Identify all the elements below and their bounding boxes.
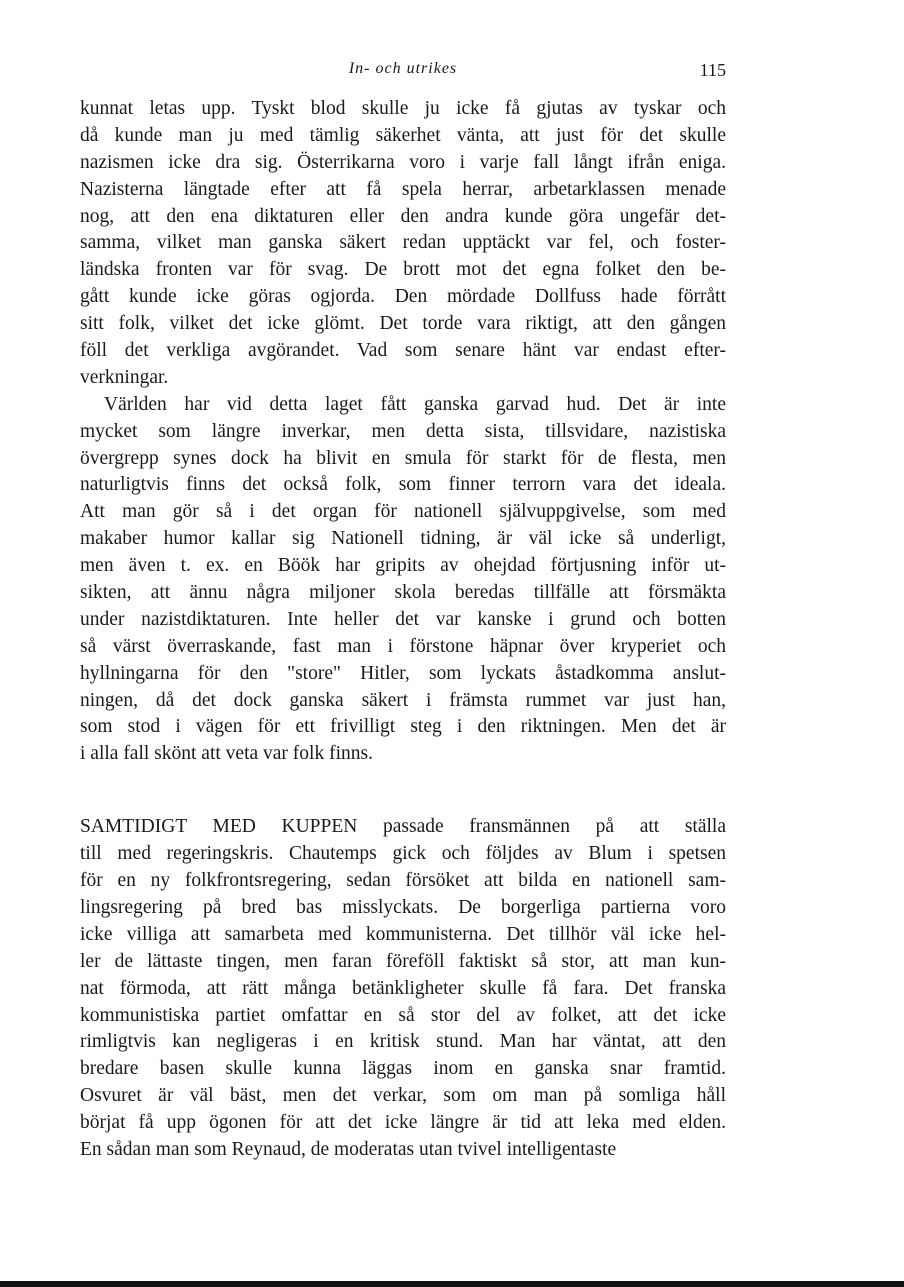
text-line: verkningar. bbox=[80, 366, 169, 388]
text-line: som stod i vägen för ett frivilligt steg i den riktningen. Men det är bbox=[80, 716, 726, 738]
text-line: under nazistdiktaturen. Inte heller det var kanske i grund och botten bbox=[80, 608, 726, 630]
section-gap bbox=[80, 768, 726, 814]
text-line: då kunde man ju med tämlig säkerhet vänta, att just för det skulle bbox=[80, 124, 726, 146]
text-line: sitt folk, vilket det icke glömt. Det torde vara riktigt, att den gången bbox=[80, 313, 726, 335]
paragraph bbox=[80, 392, 726, 768]
text-line: kunnat letas upp. Tyskt blod skulle ju icke få gjutas av tyskar och bbox=[80, 98, 726, 119]
paragraph bbox=[80, 814, 726, 1164]
text-line: Nazisterna längtade efter att få spela herrar, arbetarklassen menade bbox=[80, 178, 726, 200]
text-line: övergrepp synes dock ha blivit en smula för starkt för de flesta, men bbox=[80, 447, 726, 469]
text-line: rimligtvis kan negligeras i en kritisk stund. Man har väntat, att den bbox=[80, 1031, 726, 1053]
text-line: naturligtvis finns det också folk, som finner terrorn vara det ideala. bbox=[80, 474, 726, 496]
text-line: nog, att den ena diktaturen eller den andra kunde göra ungefär det- bbox=[80, 205, 726, 227]
text-line: så värst överraskande, fast man i förstone häpnar över kryperiet och bbox=[80, 635, 726, 657]
text-line: kommunistiska partiet omfattar en så stor del av folket, att det icke bbox=[80, 1004, 726, 1026]
text-line: hyllningarna för den "store" Hitler, som lyckats åstadkomma anslut- bbox=[80, 662, 726, 684]
text-line: ningen, då det dock ganska säkert i främsta rummet var just han, bbox=[80, 689, 726, 711]
text-line: föll det verkliga avgörandet. Vad som senare hänt var endast efter- bbox=[80, 340, 726, 362]
text-line: bredare basen skulle kunna läggas inom en ganska snar framtid. bbox=[80, 1058, 726, 1080]
text-line: sikten, att ännu några miljoner skola beredas tillfälle att försmäkta bbox=[80, 582, 726, 604]
page-number: 115 bbox=[699, 60, 726, 80]
text-line: till med regeringskris. Chautemps gick och följdes av Blum i spetsen bbox=[80, 843, 726, 865]
running-title: In- och utrikes bbox=[348, 60, 458, 77]
text-line: icke villiga att samarbeta med kommunisterna. Det tillhör väl icke hel- bbox=[80, 923, 726, 945]
body-text bbox=[80, 96, 726, 1164]
text-line: makaber humor kallar sig Nationell tidning, är väl icke så underligt, bbox=[80, 528, 726, 550]
text-line: nazismen icke dra sig. Österrikarna voro i varje fall långt ifrån eniga. bbox=[80, 151, 726, 173]
text-line: Osvuret är väl bäst, men det verkar, som om man på somliga håll bbox=[80, 1085, 726, 1107]
text-line: ler de lättaste tingen, men faran föreföll faktiskt så stor, att man kun- bbox=[80, 950, 726, 972]
text-line: men även t. ex. en Böök har gripits av ohejdad förtjusning inför ut- bbox=[80, 555, 726, 577]
text-line: nat förmoda, att rätt många betänkligheter skulle få fara. Det franska bbox=[80, 977, 726, 999]
text-line: En sådan man som Reynaud, de moderatas utan tvivel intelligentaste bbox=[80, 1138, 617, 1160]
text-line: Att man gör så i det organ för nationell självuppgivelse, som med bbox=[80, 501, 726, 523]
text-line: ländska fronten var för svag. De brott mot det egna folket den be- bbox=[80, 259, 726, 281]
text-line: lingsregering på bred bas misslyckats. De borgerliga partierna voro bbox=[80, 896, 726, 918]
page-bottom-edge bbox=[0, 1281, 904, 1287]
text-line: för en ny folkfrontsregering, sedan försöket att bilda en nationell sam- bbox=[80, 870, 726, 892]
text-line: Världen har vid detta laget fått ganska garvad hud. Det är inte bbox=[104, 393, 726, 415]
text-line: i alla fall skönt att veta var folk finns. bbox=[80, 743, 373, 765]
text-line: SAMTIDIGT MED KUPPEN passade fransmännen på att ställa bbox=[80, 816, 726, 838]
text-line: gått kunde icke göras ogjorda. Den mördade Dollfuss hade förrått bbox=[80, 286, 726, 308]
text-line: börjat få upp ögonen för att det icke längre är tid att leka med elden. bbox=[80, 1112, 726, 1134]
text-line: mycket som längre inverkar, men detta sista, tillsvidare, nazistiska bbox=[80, 420, 726, 442]
text-line: samma, vilket man ganska säkert redan upptäckt var fel, och foster- bbox=[80, 232, 726, 254]
paragraph bbox=[80, 96, 726, 392]
page-header bbox=[80, 60, 726, 86]
